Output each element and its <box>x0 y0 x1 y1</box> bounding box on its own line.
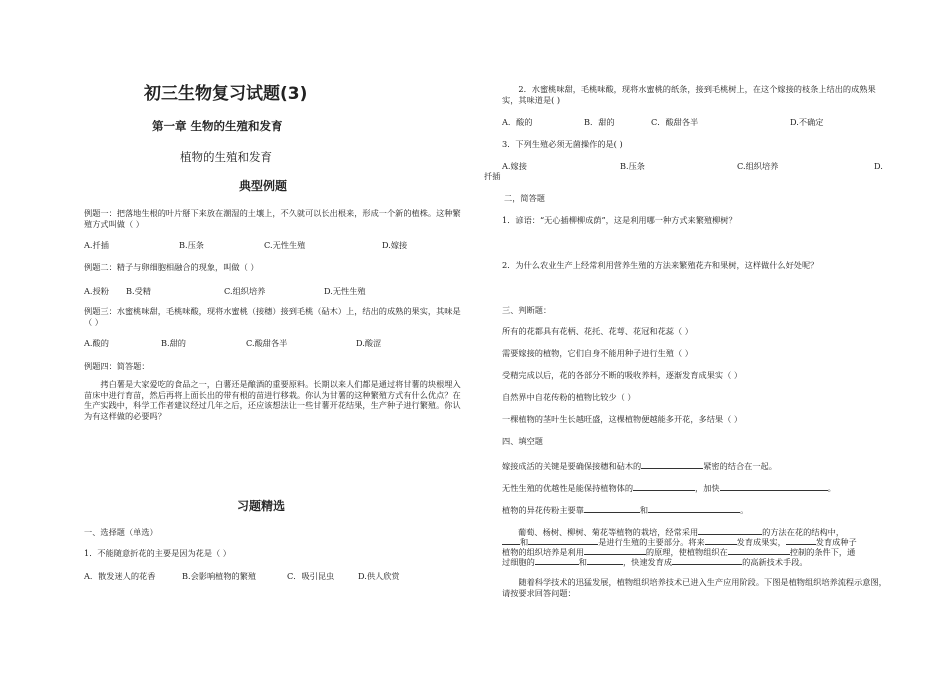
example-2-option-c: C.组织培养 <box>224 286 266 296</box>
blank-field[interactable] <box>502 535 520 545</box>
blank-field[interactable] <box>584 503 640 513</box>
question-3-stem: 3．下列生殖必须无菌操作的是( ) <box>502 139 623 149</box>
section-heading: 植物的生殖和发育 <box>180 150 272 164</box>
question-1-option-d: D.供人欣赏 <box>358 571 400 581</box>
example-1-option-d: D.嫁接 <box>382 240 408 250</box>
fill-item-1: 嫁接成活的关键是要确保接穗和砧木的 紧密的结合在一起。 <box>502 461 777 471</box>
question-2-option-c: C．酸甜各半 <box>651 117 699 127</box>
example-3-option-d: D.酸涩 <box>356 338 382 348</box>
example-2-option-a: A.授粉 <box>84 286 109 296</box>
example-3-option-a: A.酸的 <box>84 338 109 348</box>
question-3-option-c: C.组织培养 <box>737 161 779 171</box>
question-3-option-b: B.压条 <box>620 161 645 171</box>
blank-field[interactable] <box>705 535 737 545</box>
judge-item-3: 受精完成以后，花的各部分不断的吸收养料，逐渐发育成果实（ ） <box>502 370 743 380</box>
question-2-stem: 2．水蜜桃味甜，毛桃味酸，现将水蜜桃的纸条，接到毛桃树上，在这个嫁接的枝条上结出的成熟果实，其味道是( ) <box>502 84 876 105</box>
judge-item-2: 需要嫁接的植物，它们自身不能用种子进行生殖（ ） <box>502 348 693 358</box>
blank-field[interactable] <box>648 503 740 513</box>
fill-item-3: 植物的异花传粉主要靠 和 。 <box>502 505 749 515</box>
judge-item-4: 自然界中自花传粉的植物比较少（ ） <box>502 392 636 402</box>
question-3-option-d-text: 扦插 <box>484 171 501 181</box>
section-short-answer-heading: 二，简答题 <box>504 193 545 203</box>
fill-item-4-line-2: 和 是进行生殖的主要部分。将来 发育成果实， 发育成种子 <box>502 535 857 548</box>
blank-field[interactable] <box>720 481 828 491</box>
example-1-stem: 例题一：把落地生根的叶片掰下来放在潮湿的土壤上，不久就可以长出根来，形成一个新的植株。这种繁殖方式叫做（ ） <box>84 208 461 229</box>
judge-item-5: 一棵植物的茎叶生长越旺盛，这棵植物便越能多开花，多结果（ ） <box>502 414 743 424</box>
example-4-stem: 例题四：简答题： <box>84 361 150 371</box>
example-3-option-c: C.酸甜各半 <box>246 338 288 348</box>
fill-item-5: 随着科学技术的迅猛发展，植物组织培养技术已进入生产应用阶段。下图是植物组织培养流程示意图，请按要求回答问题： <box>502 577 887 598</box>
chapter-heading: 第一章 生物的生殖和发育 <box>152 119 283 133</box>
blank-field[interactable] <box>633 481 695 491</box>
short-answer-2: 2．为什么农业生产上经常利用营养生殖的方法来繁殖花卉和果树，这样做什么好处呢？ <box>502 260 819 270</box>
fill-item-4-line-3: 植物的组织培养是利用 的原理，使植物组织在 控制的条件下，通 <box>502 547 856 557</box>
example-1-option-b: B.压条 <box>179 240 204 250</box>
blank-field[interactable] <box>698 525 762 535</box>
section-choice-heading: 一、选择题（单选） <box>84 527 158 537</box>
question-1-option-a: A．散发迷人的花香 <box>84 571 156 581</box>
blank-field[interactable] <box>535 555 579 565</box>
question-2-option-d: D.不确定 <box>790 117 824 127</box>
example-3-option-b: B.甜的 <box>161 338 186 348</box>
example-3-stem: 例题三：水蜜桃味甜，毛桃味酸，现将水蜜桃（接穗）接到毛桃（砧木）上，结出的成熟的果实，其味是（ ） <box>84 306 461 327</box>
question-3-option-d: D. <box>874 161 883 171</box>
blank-field[interactable] <box>528 535 598 545</box>
example-2-option-b: B.受精 <box>126 286 151 296</box>
fill-item-4-line-1: 葡萄、杨树、柳树、菊花等植物的栽培，经常采用 的方法在花的结构中， <box>518 527 845 537</box>
page-title: 初三生物复习试题(3) <box>144 84 308 104</box>
fill-item-2: 无性生殖的优越性是能保持植物体的 ，加快 。 <box>502 483 836 493</box>
example-1-option-c: C.无性生殖 <box>264 240 306 250</box>
question-2-option-a: A．酸的 <box>502 117 533 127</box>
question-3-option-a: A.嫁接 <box>502 161 527 171</box>
question-1-option-c: C．吸引昆虫 <box>287 571 335 581</box>
examples-heading: 典型例题 <box>239 179 288 193</box>
blank-field[interactable] <box>641 459 703 469</box>
question-2-option-b: B．甜的 <box>584 117 615 127</box>
section-judge-heading: 三、判断题： <box>502 305 552 315</box>
example-4-body: 拷白薯是大家爱吃的食品之一，白薯还是酿酒的重要原料。长期以来人们都是通过将甘薯的块根埋入苗床中进行育苗，然后再将上面长出的带有根的苗进行移栽。你认为甘薯的这种繁殖方式有什么优点？在生产实践中，科学工作者建议经过几年之后，还应该想法让一些甘薯开花结果，生产种子进行繁殖。你认为有这样做的必要吗？ <box>84 379 461 421</box>
exercises-heading: 习题精选 <box>237 499 286 513</box>
fill-item-4-line-4: 过细胞的 和 ，快速发育成 的高新技术手段。 <box>502 557 808 567</box>
judge-item-1: 所有的花都具有花柄、花托、花萼、花冠和花蕊（ ） <box>502 326 693 336</box>
example-2-stem: 例题二：精子与卵细胞相融合的现象，叫做（ ） <box>84 262 259 272</box>
question-1-option-b: B.会影响植物的繁殖 <box>182 571 257 581</box>
short-answer-1: 1．谚语：“无心插柳柳成荫”，这是利用哪一种方式来繁殖柳树？ <box>502 215 737 225</box>
blank-field[interactable] <box>728 545 790 555</box>
blank-field[interactable] <box>786 535 816 545</box>
blank-field[interactable] <box>587 555 623 565</box>
section-fill-heading: 四、填空题 <box>502 436 543 446</box>
question-1-stem: 1．不能随意折花的主要是因为花是（ ） <box>84 548 231 558</box>
blank-field[interactable] <box>672 555 742 565</box>
example-2-option-d: D.无性生殖 <box>324 286 366 296</box>
example-1-option-a: A.扦插 <box>84 240 109 250</box>
blank-field[interactable] <box>584 545 646 555</box>
